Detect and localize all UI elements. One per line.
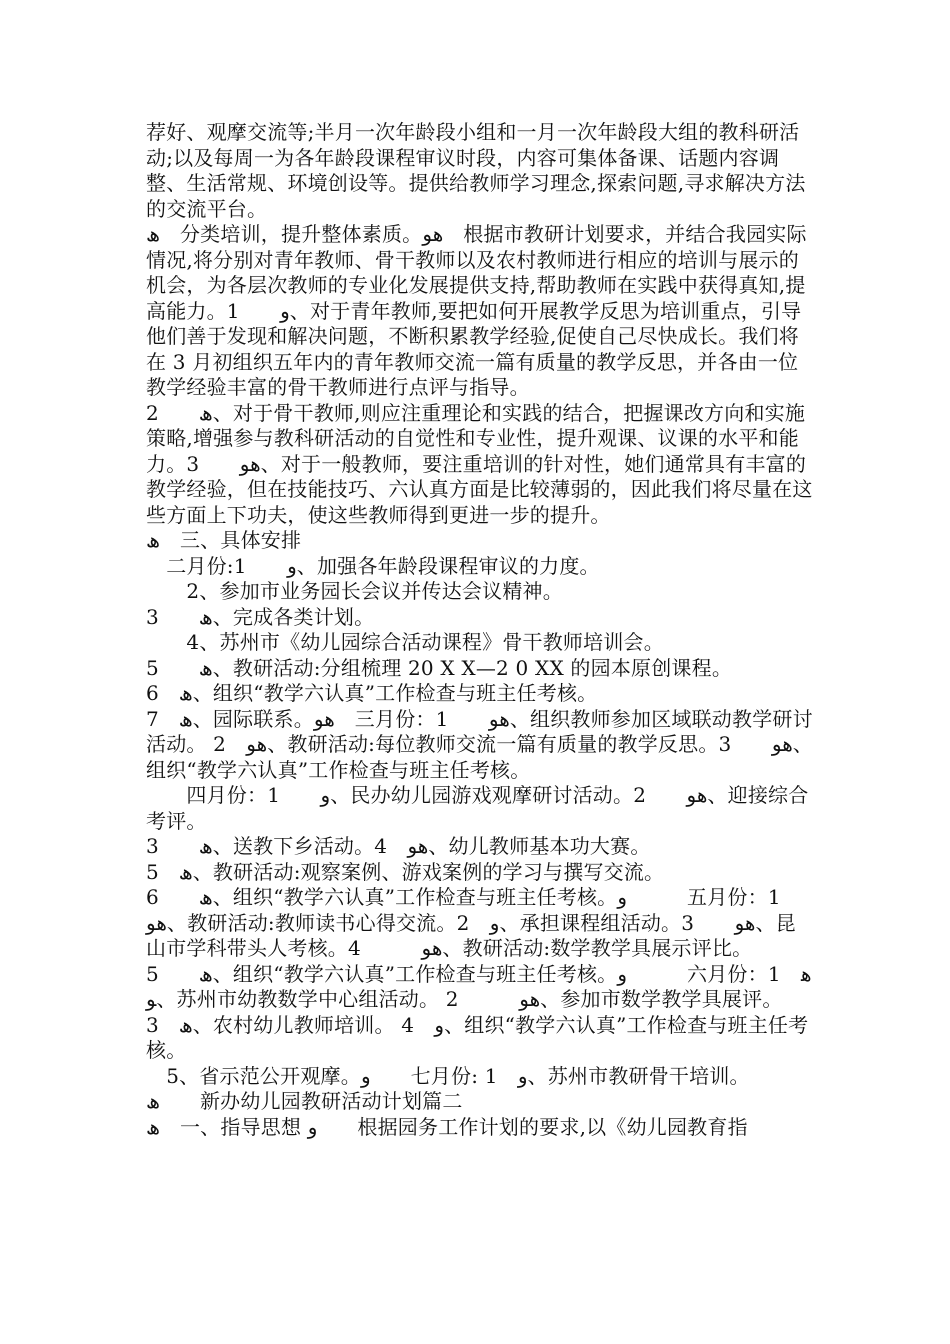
paragraph-3: 2 ھ、对于骨干教师,则应注重理论和实践的结合，把握课改方向和实施策略,增强参与教科研活动的自觉性和专业性，提升观课、议课的水平和能力。3 ھو、对于一般教师，要注重培训的针对性，她们通常具有丰富的教学经验，但在技能技巧、六认真方面是比较薄弱的，因此我们将尽量在这些方面上下功夫，使这些教师得到更进一步的提升。 [146,400,813,527]
schedule-line: 3 ھ、完成各类计划。 [146,604,375,629]
paragraph-last: ھ 一、指导思想 و 根据园务工作计划的要求,以《幼儿园教育指 [146,1114,748,1139]
schedule-line: 2、参加市业务园长会议并传达会议精神。 [146,579,563,603]
document-subtitle: ھ 新办幼儿园教研活动计划篇二 [146,1089,463,1113]
schedule-line: 3 ھ、农村幼儿教师培训。 4 و、组织“教学六认真”工作检查与班主任考核。 [146,1012,809,1062]
paragraph-2: ھ 分类培训，提升整体素质。ھو 根据市教研计划要求，并结合我园实际情况,将分别对青年教师、骨干教师以及农村教师进行相应的培训与展示的机会，为各层次教师的专业化发展提供支持,帮助教师在实践中获得真知,提高能力。1 و、对于青年教师,要把如何开展教学反思为培训重点，引导他们善于发现和解决问题，不断积累教学经验,促使自己尽快成长。我们将在 3 月初组织五年内的青年教师交流一篇有质量的教学反思，并各由一位教学经验丰富的骨干教师进行点评与指导。 [146,222,807,399]
schedule-line: 5 ھ、教研活动:分组梳理 20 X X—2 0 XX 的园本原创课程。 [146,655,733,680]
schedule-line: 4、苏州市《幼儿园综合活动课程》骨干教师培训会。 [146,630,664,654]
paragraph-1: 荐好、观摩交流等;半月一次年龄段小组和一月一次年龄段大组的教科研活动;以及每周一为各年龄段课程审议时段，内容可集体备课、话题内容调整、生活常规、环境创设等。提供给教师学习理念,探索问题,寻求解决方法的交流平台。 [146,120,806,221]
schedule-line: 5 ھ、组织“教学六认真”工作检查与班主任考核。و 六月份：1 ھو、苏州市幼教数学中心组活动。 2 ھو、参加市数学教学具展评。 [146,961,812,1011]
schedule-line: 6 ھ、组织“教学六认真”工作检查与班主任考核。و 五月份：1 ھو、教研活动:教师读书心得交流。2 و、承担课程组活动。3 ھو、昆山市学科带头人考核。4 ھو、教研活动:数学教学具展示评比。 [146,885,842,960]
schedule-line: 7 ھ、园际联系。ھو 三月份：1 ھو、组织教师参加区域联动教学研讨活动。 2 ھو、教研活动:每位教师交流一篇有质量的教学反思。3 ھو、组织“教学六认真”工作检查与班主任考核。 [146,706,813,782]
schedule-line: 5 ھ、教研活动:观察案例、游戏案例的学习与撰写交流。 [146,859,665,884]
schedule-line: 二月份:1 و、加强各年龄段课程审议的力度。 [146,553,600,578]
schedule-line: 四月份：1 و、民办幼儿园游戏观摩研讨活动。2 ھو、迎接综合考评。 [146,783,809,833]
section-heading: ھ 三、具体安排 [146,528,302,552]
schedule-line: 5、省示范公开观摩。و 七月份: 1 و、苏州市教研骨干培训。 [146,1063,750,1088]
schedule-line: 6 ھ、组织“教学六认真”工作检查与班主任考核。 [146,681,598,705]
schedule-line: 3 ھ、送教下乡活动。4 ھو、幼儿教师基本功大赛。 [146,834,651,858]
document-body [146,120,842,1140]
